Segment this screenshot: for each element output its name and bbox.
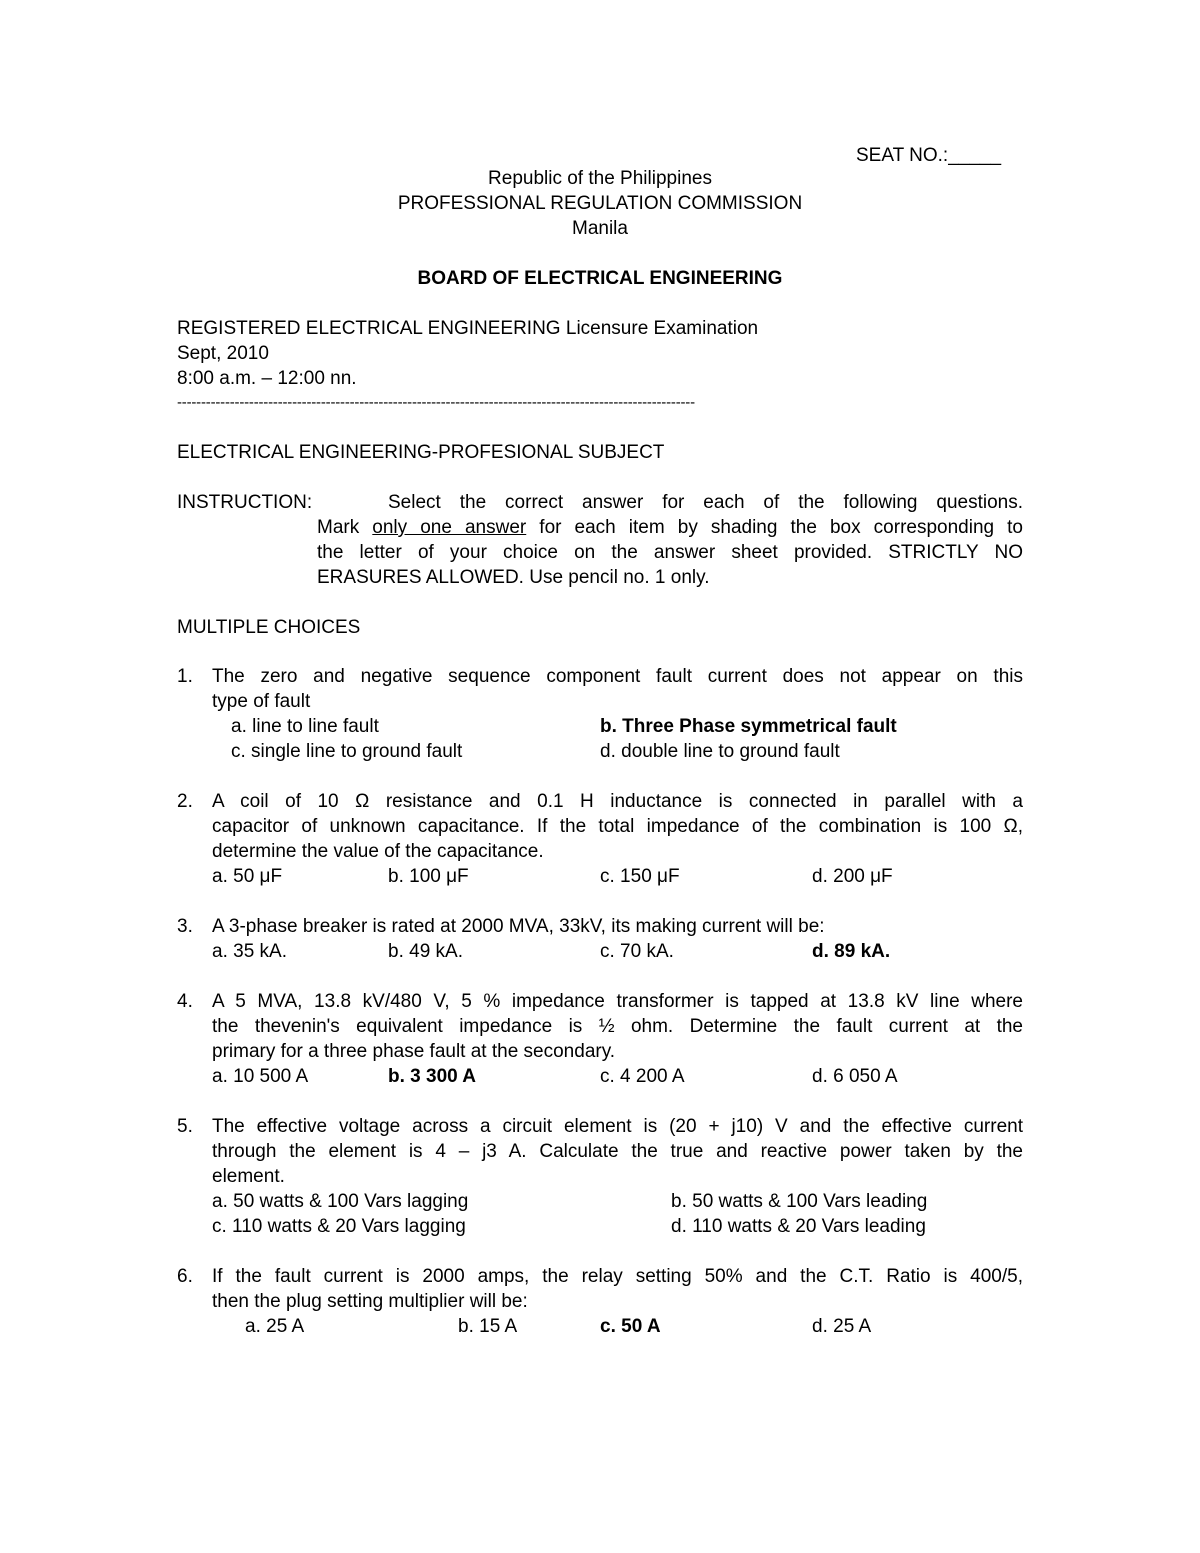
question-text-line: type of fault [212, 691, 311, 712]
exam-title-prefix: REGISTERED ELECTRICAL ENGINEERING [177, 318, 561, 339]
choice-b: b. 49 kA. [388, 941, 463, 962]
question-text-line: through the element is 4 – j3 A. Calculate the true and reactive power taken by the [212, 1141, 1023, 1162]
question-text-line: determine the value of the capacitance. [212, 841, 544, 862]
choice-c-correct: c. 50 A [600, 1316, 661, 1337]
question-text-line: primary for a three phase fault at the secondary. [212, 1041, 616, 1062]
choice-b: b. 15 A [458, 1316, 518, 1337]
exam-title [177, 316, 758, 341]
divider-line: ------------------------------------------------------------------------------------------------------------ [177, 394, 695, 411]
choice-c: c. 150 μF [600, 866, 680, 887]
choice-d: d. 6 050 A [812, 1066, 898, 1087]
question-text-line: A 3-phase breaker is rated at 2000 MVA, 33kV, its making current will be: [212, 916, 825, 937]
question-text-line: If the fault current is 2000 amps, the relay setting 50% and the C.T. Ratio is 400/5, [212, 1266, 1023, 1287]
question-number: 4. [177, 991, 193, 1012]
choice-c: c. 110 watts & 20 Vars lagging [212, 1216, 466, 1237]
republic-line: Republic of the Philippines [488, 168, 712, 189]
question-text-line: A 5 MVA, 13.8 kV/480 V, 5 % impedance transformer is tapped at 13.8 kV line where [212, 991, 1023, 1012]
instruction-emphasis: only one answer [372, 517, 527, 538]
choice-d: d. double line to ground fault [600, 741, 840, 762]
choice-b: b. 50 watts & 100 Vars leading [671, 1191, 928, 1212]
choice-c: c. 70 kA. [600, 941, 674, 962]
choice-d: d. 25 A [812, 1316, 872, 1337]
question-number: 1. [177, 666, 193, 687]
board-title: BOARD OF ELECTRICAL ENGINEERING [417, 268, 783, 289]
choice-d: d. 110 watts & 20 Vars leading [671, 1216, 926, 1237]
exam-title-suffix: Licensure Examination [560, 318, 759, 339]
choice-d-correct: d. 89 kA. [812, 941, 891, 962]
choice-a: a. 25 A [245, 1316, 305, 1337]
choice-a: a. 35 kA. [212, 941, 287, 962]
question-text-line: the thevenin's equivalent impedance is ½ ohm. Determine the fault current at the [212, 1016, 1023, 1037]
question-text-line: A coil of 10 Ω resistance and 0.1 H inductance is connected in parallel with a [212, 791, 1023, 812]
choice-a: a. line to line fault [231, 716, 379, 737]
exam-date: Sept, 2010 [177, 343, 269, 364]
commission-name: PROFESSIONAL REGULATION COMMISSION [397, 193, 803, 214]
instruction-line-1: Select the correct answer for each of the following questions. [388, 492, 1023, 513]
question-number: 2. [177, 791, 193, 812]
exam-time: 8:00 a.m. – 12:00 nn. [177, 368, 357, 389]
choice-a: a. 10 500 A [212, 1066, 309, 1087]
choice-c: c. 4 200 A [600, 1066, 685, 1087]
instruction-line-3: the letter of your choice on the answer sheet provided. STRICTLY NO [317, 542, 1023, 563]
choice-b: b. 100 μF [388, 866, 469, 887]
instruction-line-4: ERASURES ALLOWED. Use pencil no. 1 only. [317, 567, 710, 588]
instruction-line-2 [317, 515, 1023, 540]
choice-a: a. 50 μF [212, 866, 283, 887]
choice-b-correct: b. 3 300 A [388, 1066, 477, 1087]
choice-a: a. 50 watts & 100 Vars lagging [212, 1191, 469, 1212]
seat-number-field: SEAT NO.:_____ [856, 145, 1002, 166]
question-number: 6. [177, 1266, 193, 1287]
section-title: MULTIPLE CHOICES [177, 617, 361, 638]
question-number: 3. [177, 916, 193, 937]
question-text-line: then the plug setting multiplier will be: [212, 1291, 528, 1312]
question-text-line: capacitor of unknown capacitance. If the total impedance of the combination is 100 Ω, [212, 816, 1023, 837]
question-number: 5. [177, 1116, 193, 1137]
instruction-line-2-post: for each item by shading the box corresponding to [526, 517, 1024, 538]
choice-d: d. 200 μF [812, 866, 893, 887]
subject-title: ELECTRICAL ENGINEERING-PROFESIONAL SUBJECT [177, 442, 665, 463]
instruction-line-2-pre: Mark [317, 517, 373, 538]
question-text-line: The zero and negative sequence component fault current does not appear on this [212, 666, 1023, 687]
instruction-label: INSTRUCTION: [177, 492, 313, 513]
city-name: Manila [572, 218, 628, 239]
question-text-line: The effective voltage across a circuit element is (20 + j10) V and the effective current [212, 1116, 1023, 1137]
choice-b-correct: b. Three Phase symmetrical fault [600, 716, 897, 737]
question-text-line: element. [212, 1166, 285, 1187]
choice-c: c. single line to ground fault [231, 741, 463, 762]
